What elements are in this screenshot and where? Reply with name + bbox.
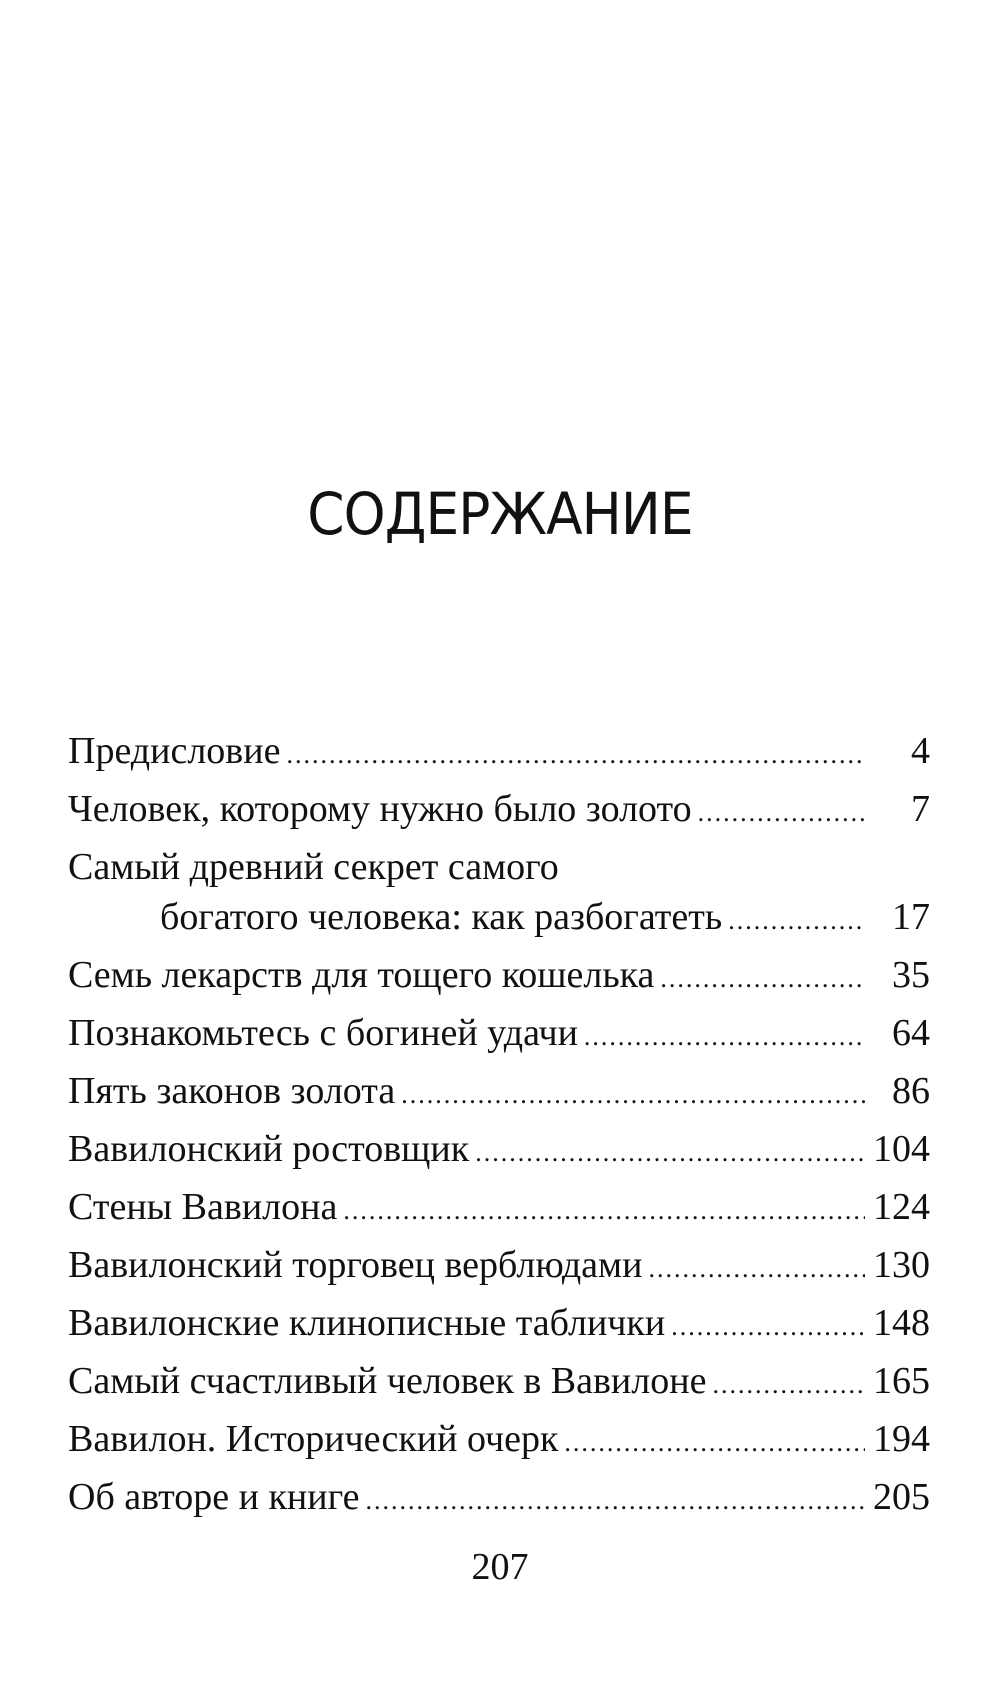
toc-entry-page: 7 <box>911 788 930 830</box>
toc-entry-label: Предисловие <box>68 730 281 772</box>
toc-entry-page: 165 <box>873 1360 930 1402</box>
dot-leader <box>698 784 866 842</box>
toc-entry-label: богатого человека: как разбогатеть <box>160 896 723 938</box>
toc-entry <box>68 722 930 780</box>
toc-entry-page: 194 <box>873 1418 930 1460</box>
dot-leader <box>584 1008 866 1066</box>
toc-entry <box>68 1352 930 1410</box>
toc-entry <box>68 1236 930 1294</box>
toc-entry <box>68 888 930 946</box>
toc-entry-page: 86 <box>892 1070 930 1112</box>
toc-entry <box>68 1004 930 1062</box>
dot-leader <box>286 726 866 784</box>
dot-leader <box>648 1240 865 1298</box>
toc-entry <box>68 1410 930 1468</box>
toc-entry <box>68 1468 930 1526</box>
toc-entry-label: Познакомьтесь с богиней удачи <box>68 1012 578 1054</box>
toc-entry-label: Об авторе и книге <box>68 1476 360 1518</box>
dot-leader <box>728 892 866 950</box>
toc-entry-page: 104 <box>873 1128 930 1170</box>
toc-entry-label: Вавилонские клинописные таблички <box>68 1302 666 1344</box>
toc-entry-label-line1: Самый древний секрет самого <box>68 846 559 888</box>
dot-leader <box>401 1066 866 1124</box>
toc-entry-label: Вавилонский торговец верблюдами <box>68 1244 643 1286</box>
dot-leader <box>712 1356 865 1414</box>
toc-entry-label: Самый счастливый человек в Вавилоне <box>68 1360 707 1402</box>
toc-entry-page: 205 <box>873 1476 930 1518</box>
toc-entry-page: 148 <box>873 1302 930 1344</box>
toc-entry <box>68 1294 930 1352</box>
toc-entry <box>68 1120 930 1178</box>
toc-entry-label: Вавилонский ростовщик <box>68 1128 470 1170</box>
toc-entry-page: 35 <box>892 954 930 996</box>
dot-leader <box>671 1298 865 1356</box>
toc-entry <box>68 780 930 838</box>
toc-entry <box>68 1062 930 1120</box>
page-title: СОДЕРЖАНИЕ <box>307 480 693 548</box>
toc-entry <box>68 1178 930 1236</box>
dot-leader <box>660 950 866 1008</box>
dot-leader <box>475 1124 865 1182</box>
dot-leader <box>366 1472 865 1530</box>
toc-entry <box>68 946 930 1004</box>
toc-entry-page: 4 <box>911 730 930 772</box>
toc-entry-page: 64 <box>892 1012 930 1054</box>
toc-entry-page: 17 <box>892 896 930 938</box>
toc-entry-page: 124 <box>873 1186 930 1228</box>
toc-entry-label: Человек, которому нужно было золото <box>68 788 692 830</box>
dot-leader <box>343 1182 865 1240</box>
toc-entry-label: Вавилон. Исторический очерк <box>68 1418 559 1460</box>
table-of-contents <box>68 722 930 1526</box>
toc-entry-label: Семь лекарств для тощего кошелька <box>68 954 655 996</box>
toc-entry-label: Стены Вавилона <box>68 1186 338 1228</box>
dot-leader <box>564 1414 865 1472</box>
toc-entry-page: 130 <box>873 1244 930 1286</box>
toc-entry-label: Пять законов золота <box>68 1070 396 1112</box>
page-number: 207 <box>471 1546 529 1588</box>
